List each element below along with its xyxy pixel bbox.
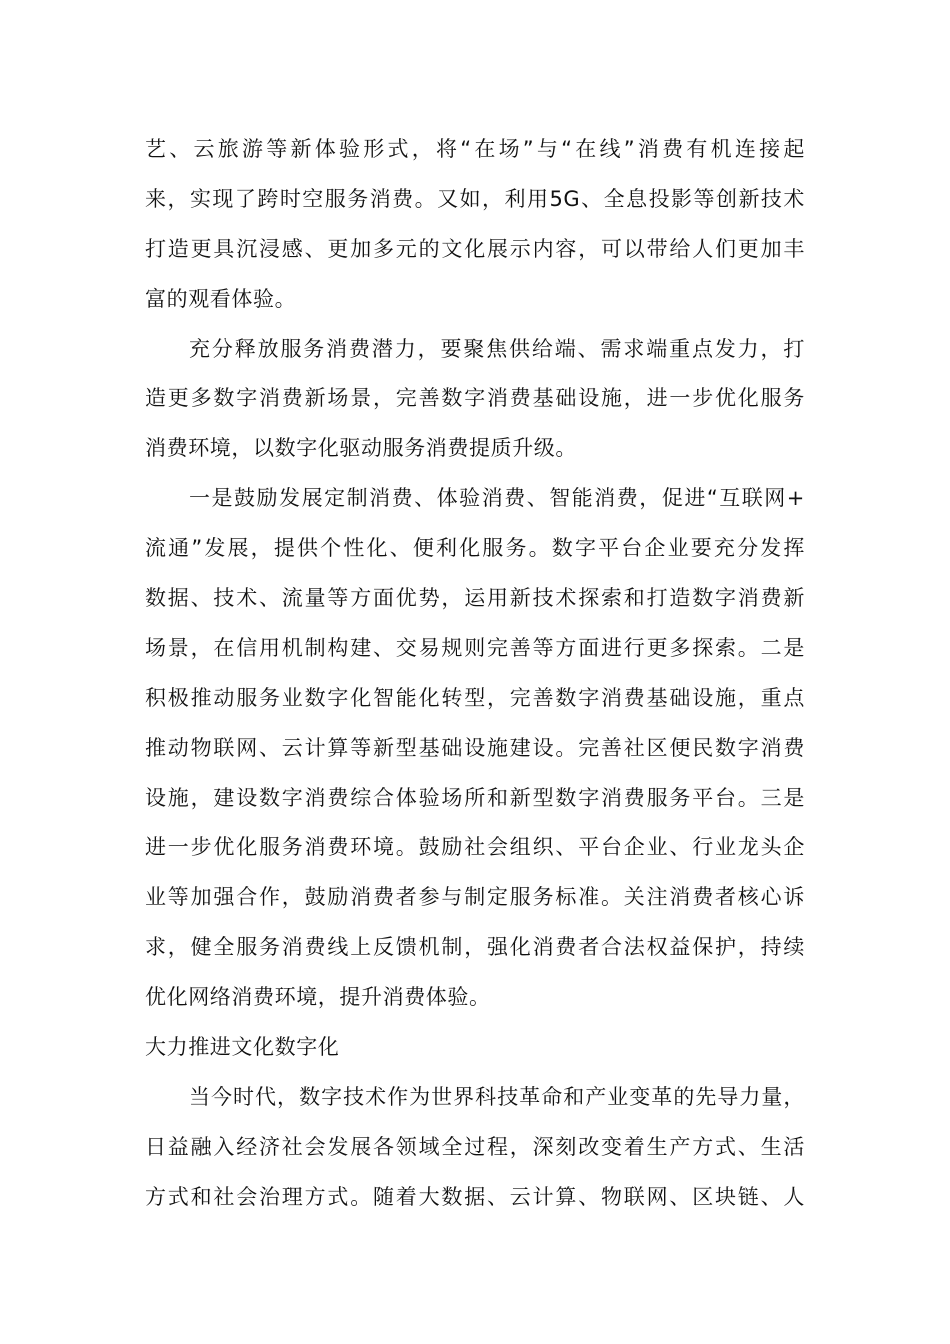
- text-line: 一是鼓励发展定制消费、体验消费、智能消费，促进“互联网+: [189, 486, 805, 511]
- text-line: 设施，建设数字消费综合体验场所和新型数字消费服务平台。三是: [145, 785, 805, 810]
- text-line: 日益融入经济社会发展各领域全过程，深刻改变着生产方式、生活: [145, 1134, 805, 1159]
- heading-text: 大力推进文化数字化: [145, 1035, 340, 1060]
- text-line: 打造更具沉浸感、更加多元的文化展示内容，可以带给人们更加丰: [145, 236, 805, 261]
- text-line: 消费环境，以数字化驱动服务消费提质升级。: [145, 436, 577, 461]
- text-line: 优化网络消费环境，提升消费体验。: [145, 985, 491, 1010]
- text-line: 积极推动服务业数字化智能化转型，完善数字消费基础设施，重点: [145, 685, 805, 710]
- paragraph: [145, 1073, 805, 1223]
- text-line: 当今时代，数字技术作为世界科技革命和产业变革的先导力量，: [189, 1084, 805, 1109]
- text-line: 流通”发展，提供个性化、便利化服务。数字平台企业要充分发挥: [145, 536, 805, 561]
- text-line: 富的观看体验。: [145, 286, 297, 311]
- text-line: 方式和社会治理方式。随着大数据、云计算、物联网、区块链、人: [145, 1184, 805, 1209]
- text-line: 造更多数字消费新场景，完善数字消费基础设施，进一步优化服务: [145, 386, 805, 411]
- text-line: 求，健全服务消费线上反馈机制，强化消费者合法权益保护，持续: [145, 935, 805, 960]
- document-page: [145, 125, 805, 1223]
- text-line: 场景，在信用机制构建、交易规则完善等方面进行更多探索。二是: [145, 635, 805, 660]
- text-line: 推动物联网、云计算等新型基础设施建设。完善社区便民数字消费: [145, 735, 805, 760]
- paragraph: [145, 474, 805, 1023]
- text-line: 数据、技术、流量等方面优势，运用新技术探索和打造数字消费新: [145, 586, 805, 611]
- section-heading: [145, 1023, 805, 1073]
- text-line: 业等加强合作，鼓励消费者参与制定服务标准。关注消费者核心诉: [145, 885, 805, 910]
- paragraph: [145, 325, 805, 475]
- text-line: 进一步优化服务消费环境。鼓励社会组织、平台企业、行业龙头企: [145, 835, 805, 860]
- paragraph: [145, 125, 805, 325]
- text-line: 来，实现了跨时空服务消费。又如，利用5G、全息投影等创新技术: [145, 186, 805, 211]
- text-line: 充分释放服务消费潜力，要聚焦供给端、需求端重点发力，打: [189, 336, 805, 361]
- text-line: 艺、云旅游等新体验形式，将“在场”与“在线”消费有机连接起: [145, 137, 805, 161]
